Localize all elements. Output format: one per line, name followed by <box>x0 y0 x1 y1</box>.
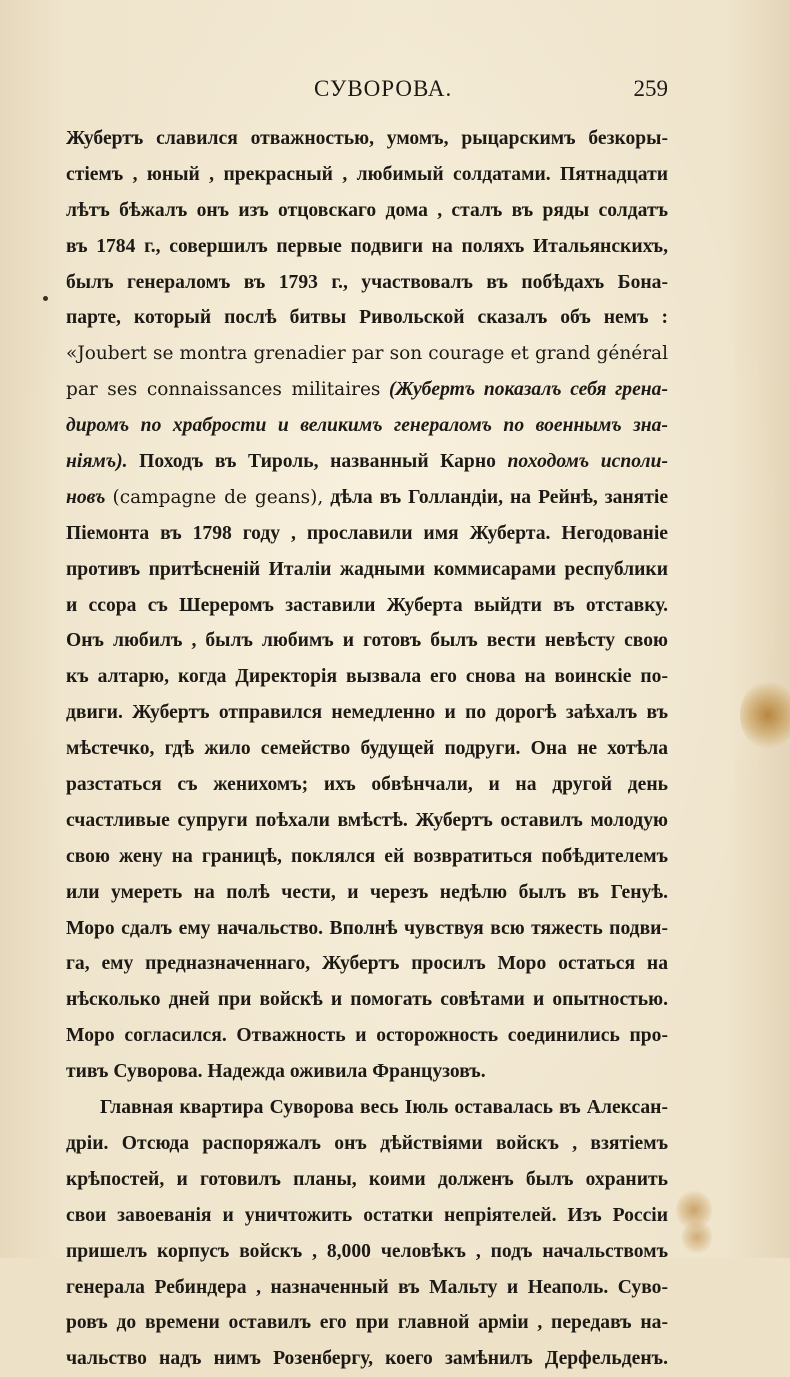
text-line: и ссора съ Шереромъ заставили Жуберта выйдти въ отставку. <box>66 594 668 616</box>
text-fragment: дѣла въ Голландiи, на Рейнѣ, занятiе <box>330 486 669 508</box>
text-line: крѣпостей, и готовилъ планы, коими долженъ былъ охранить <box>66 1168 668 1190</box>
paragraph-first-line: Главная квартира Суворова весь Iюль оставалась въ Алексан- <box>100 1097 668 1119</box>
text-line: стiемъ , юный , прекрасный , любимый солдатами. Пятнадцати <box>66 163 668 185</box>
text-line: ровъ до времени оставилъ его при главной армiи , передавъ на- <box>66 1312 668 1334</box>
text-line: тивъ Суворова. Надежда оживила Французовъ. <box>66 1061 486 1083</box>
italic-fragment: походомъ исполи- <box>507 451 669 473</box>
text-line: Моро сдалъ ему начальство. Вполнѣ чувствуя всю тяжесть подви- <box>66 917 668 939</box>
text-line <box>66 372 668 408</box>
text-line: былъ генераломъ въ 1793 г., участвовалъ въ побѣдахъ Бона- <box>66 271 668 293</box>
paper-stain <box>682 1220 712 1254</box>
text-line <box>66 444 668 480</box>
text-line: лѣтъ бѣжалъ онъ изъ отцовскаго дома , сталъ въ ряды солдатъ <box>66 199 668 221</box>
paper-stain <box>740 680 790 750</box>
text-line: или умереть на полѣ чести, и черезъ недѣлю былъ въ Генуѣ. <box>66 881 668 903</box>
text-line: къ алтарю, когда Директорiя вызвала его снова на воинскiе по- <box>66 666 668 688</box>
text-line: двиги. Жубертъ отправился немедленно и по дорогѣ заѣхалъ въ <box>66 702 668 724</box>
text-line: Пiемонта въ 1798 году , прославили имя Жуберта. Негодованiе <box>66 522 668 544</box>
text-line: парте, который послѣ битвы Ривольской сказалъ объ немъ : <box>66 307 668 329</box>
text-line: Жубертъ славился отважностью, умомъ, рыцарскимъ безкоры- <box>66 128 668 149</box>
text-line: счастливые супруги поѣхали вмѣстѣ. Жубертъ оставилъ молодую <box>66 809 668 831</box>
margin-mark <box>43 296 48 301</box>
text-line: въ 1784 г., совершилъ первые подвиги на поляхъ Итальянскихъ, <box>66 235 668 257</box>
text-line: нѣсколько дней при войскѣ и помогать совѣтами и опытностью. <box>66 989 668 1011</box>
text-line: Онъ любилъ , былъ любимъ и готовъ былъ вести невѣсту свою <box>66 630 668 652</box>
text-line <box>66 480 668 516</box>
page-number: 259 <box>633 76 668 101</box>
body-text <box>66 121 668 1377</box>
text-line: свои завоеванiя и уничтожить остатки непрiятелей. Изъ Россiи <box>66 1204 668 1226</box>
italic-fragment: новъ <box>66 486 106 508</box>
text-line: разстаться съ женихомъ; ихъ обвѣнчали, и на другой день <box>66 774 668 796</box>
text-line: га, ему предназначеннаго, Жубертъ просилъ Моро остаться на <box>66 953 668 975</box>
italic-translation-line: диромъ по храбрости и великимъ генераломъ по военнымъ зна- <box>66 415 668 437</box>
text-line: Моро согласился. Отважность и осторожность соединились про- <box>66 1025 668 1047</box>
text-fragment: Походъ въ Тироль, названный Карно <box>139 451 496 473</box>
text-line: чальство надъ нимъ Розенбергу, коего замѣнилъ Дерфельденъ. <box>66 1348 668 1370</box>
text-line: противъ притѣсненiй Италiи жадными коммисарами республики <box>66 558 668 580</box>
french-fragment: (campagne de geans), <box>112 486 324 508</box>
running-title: СУВОРОВА. <box>314 76 453 101</box>
text-line: свою жену на границѣ, поклялся ей возвратиться побѣдителемъ <box>66 845 668 867</box>
text-line: мѣстечко, гдѣ жило семейство будущей подруги. Она не хотѣла <box>66 738 668 760</box>
italic-translation: (Жубертъ показалъ себя грена- <box>389 379 669 401</box>
page-header <box>66 76 668 106</box>
text-line: пришелъ корпусъ войскъ , 8,000 человѣкъ , подъ начальствомъ <box>66 1240 668 1262</box>
italic-fragment: нiямъ). <box>66 451 128 473</box>
text-line: дрiи. Отсюда распоряжалъ онъ дѣйствiями войскъ , взятiемъ <box>66 1132 668 1154</box>
french-quote-line: «Joubert se montra grenadier par son courage et grand général <box>66 343 668 365</box>
french-quote-fragment: par ses connaissances militaires <box>66 379 381 401</box>
text-line: генерала Ребиндера , назначенный въ Мальту и Неаполь. Суво- <box>66 1276 668 1298</box>
